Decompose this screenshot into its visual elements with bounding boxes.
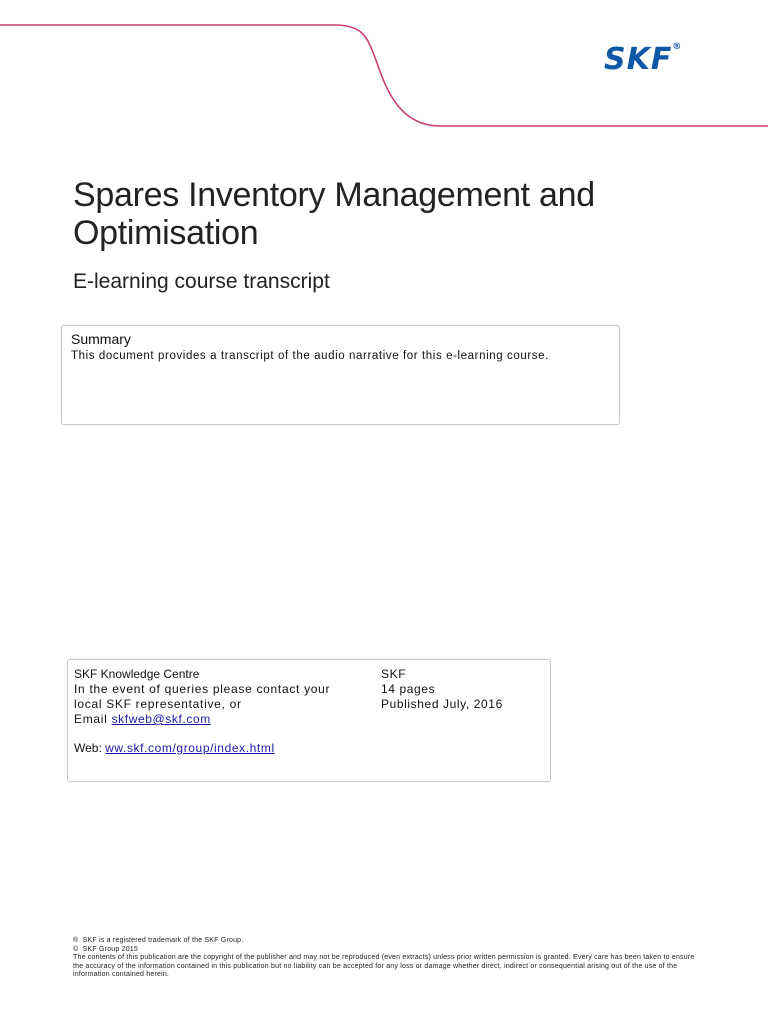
web-label: Web: <box>74 741 102 755</box>
logo-text: SKF <box>604 42 673 77</box>
email-link[interactable]: skfweb@skf.com <box>111 712 211 726</box>
disclaimer-text: The contents of this publication are the copyright of the publisher and may not be reproduced (even extracts) unless prior written permission is granted. Every care has been taken to ensure the accuracy of the information contained in this publication but no liability can be accepted for any loss or damage whether direct, indirect or consequential arising out of the use of the information contained herein. <box>73 954 695 978</box>
footer-legal <box>73 937 703 980</box>
document-title: Spares Inventory Management and Optimisation <box>73 176 595 252</box>
registered-icon: ® <box>73 937 79 944</box>
summary-heading: Summary <box>71 331 131 347</box>
contact-email-row <box>74 712 374 727</box>
publication-info <box>381 667 541 712</box>
copyright-icon: © <box>73 945 79 953</box>
trademark-line <box>73 937 703 946</box>
copyright-line <box>73 946 703 955</box>
contact-info <box>74 667 374 756</box>
contact-line-1: In the event of queries please contact your <box>74 682 331 696</box>
contact-box <box>67 659 551 782</box>
copyright-text: SKF Group 2015 <box>82 945 138 953</box>
web-link[interactable]: ww.skf.com/group/index.html <box>105 741 275 755</box>
published-date: Published July, 2016 <box>381 697 503 711</box>
summary-text: This document provides a transcript of the audio narrative for this e-learning course. <box>71 350 549 362</box>
email-label: Email <box>74 712 108 726</box>
document-subtitle: E-learning course transcript <box>73 270 330 293</box>
page-count: 14 pages <box>381 682 436 696</box>
publisher: SKF <box>381 667 407 681</box>
contact-web-row <box>74 741 374 756</box>
summary-box <box>61 325 620 425</box>
contact-line-2: local SKF representative, or <box>74 697 242 711</box>
contact-org: SKF Knowledge Centre <box>74 667 200 681</box>
registered-mark-icon: ® <box>672 42 683 52</box>
trademark-text: SKF is a registered trademark of the SKF Group. <box>82 937 244 944</box>
skf-logo <box>604 42 682 77</box>
